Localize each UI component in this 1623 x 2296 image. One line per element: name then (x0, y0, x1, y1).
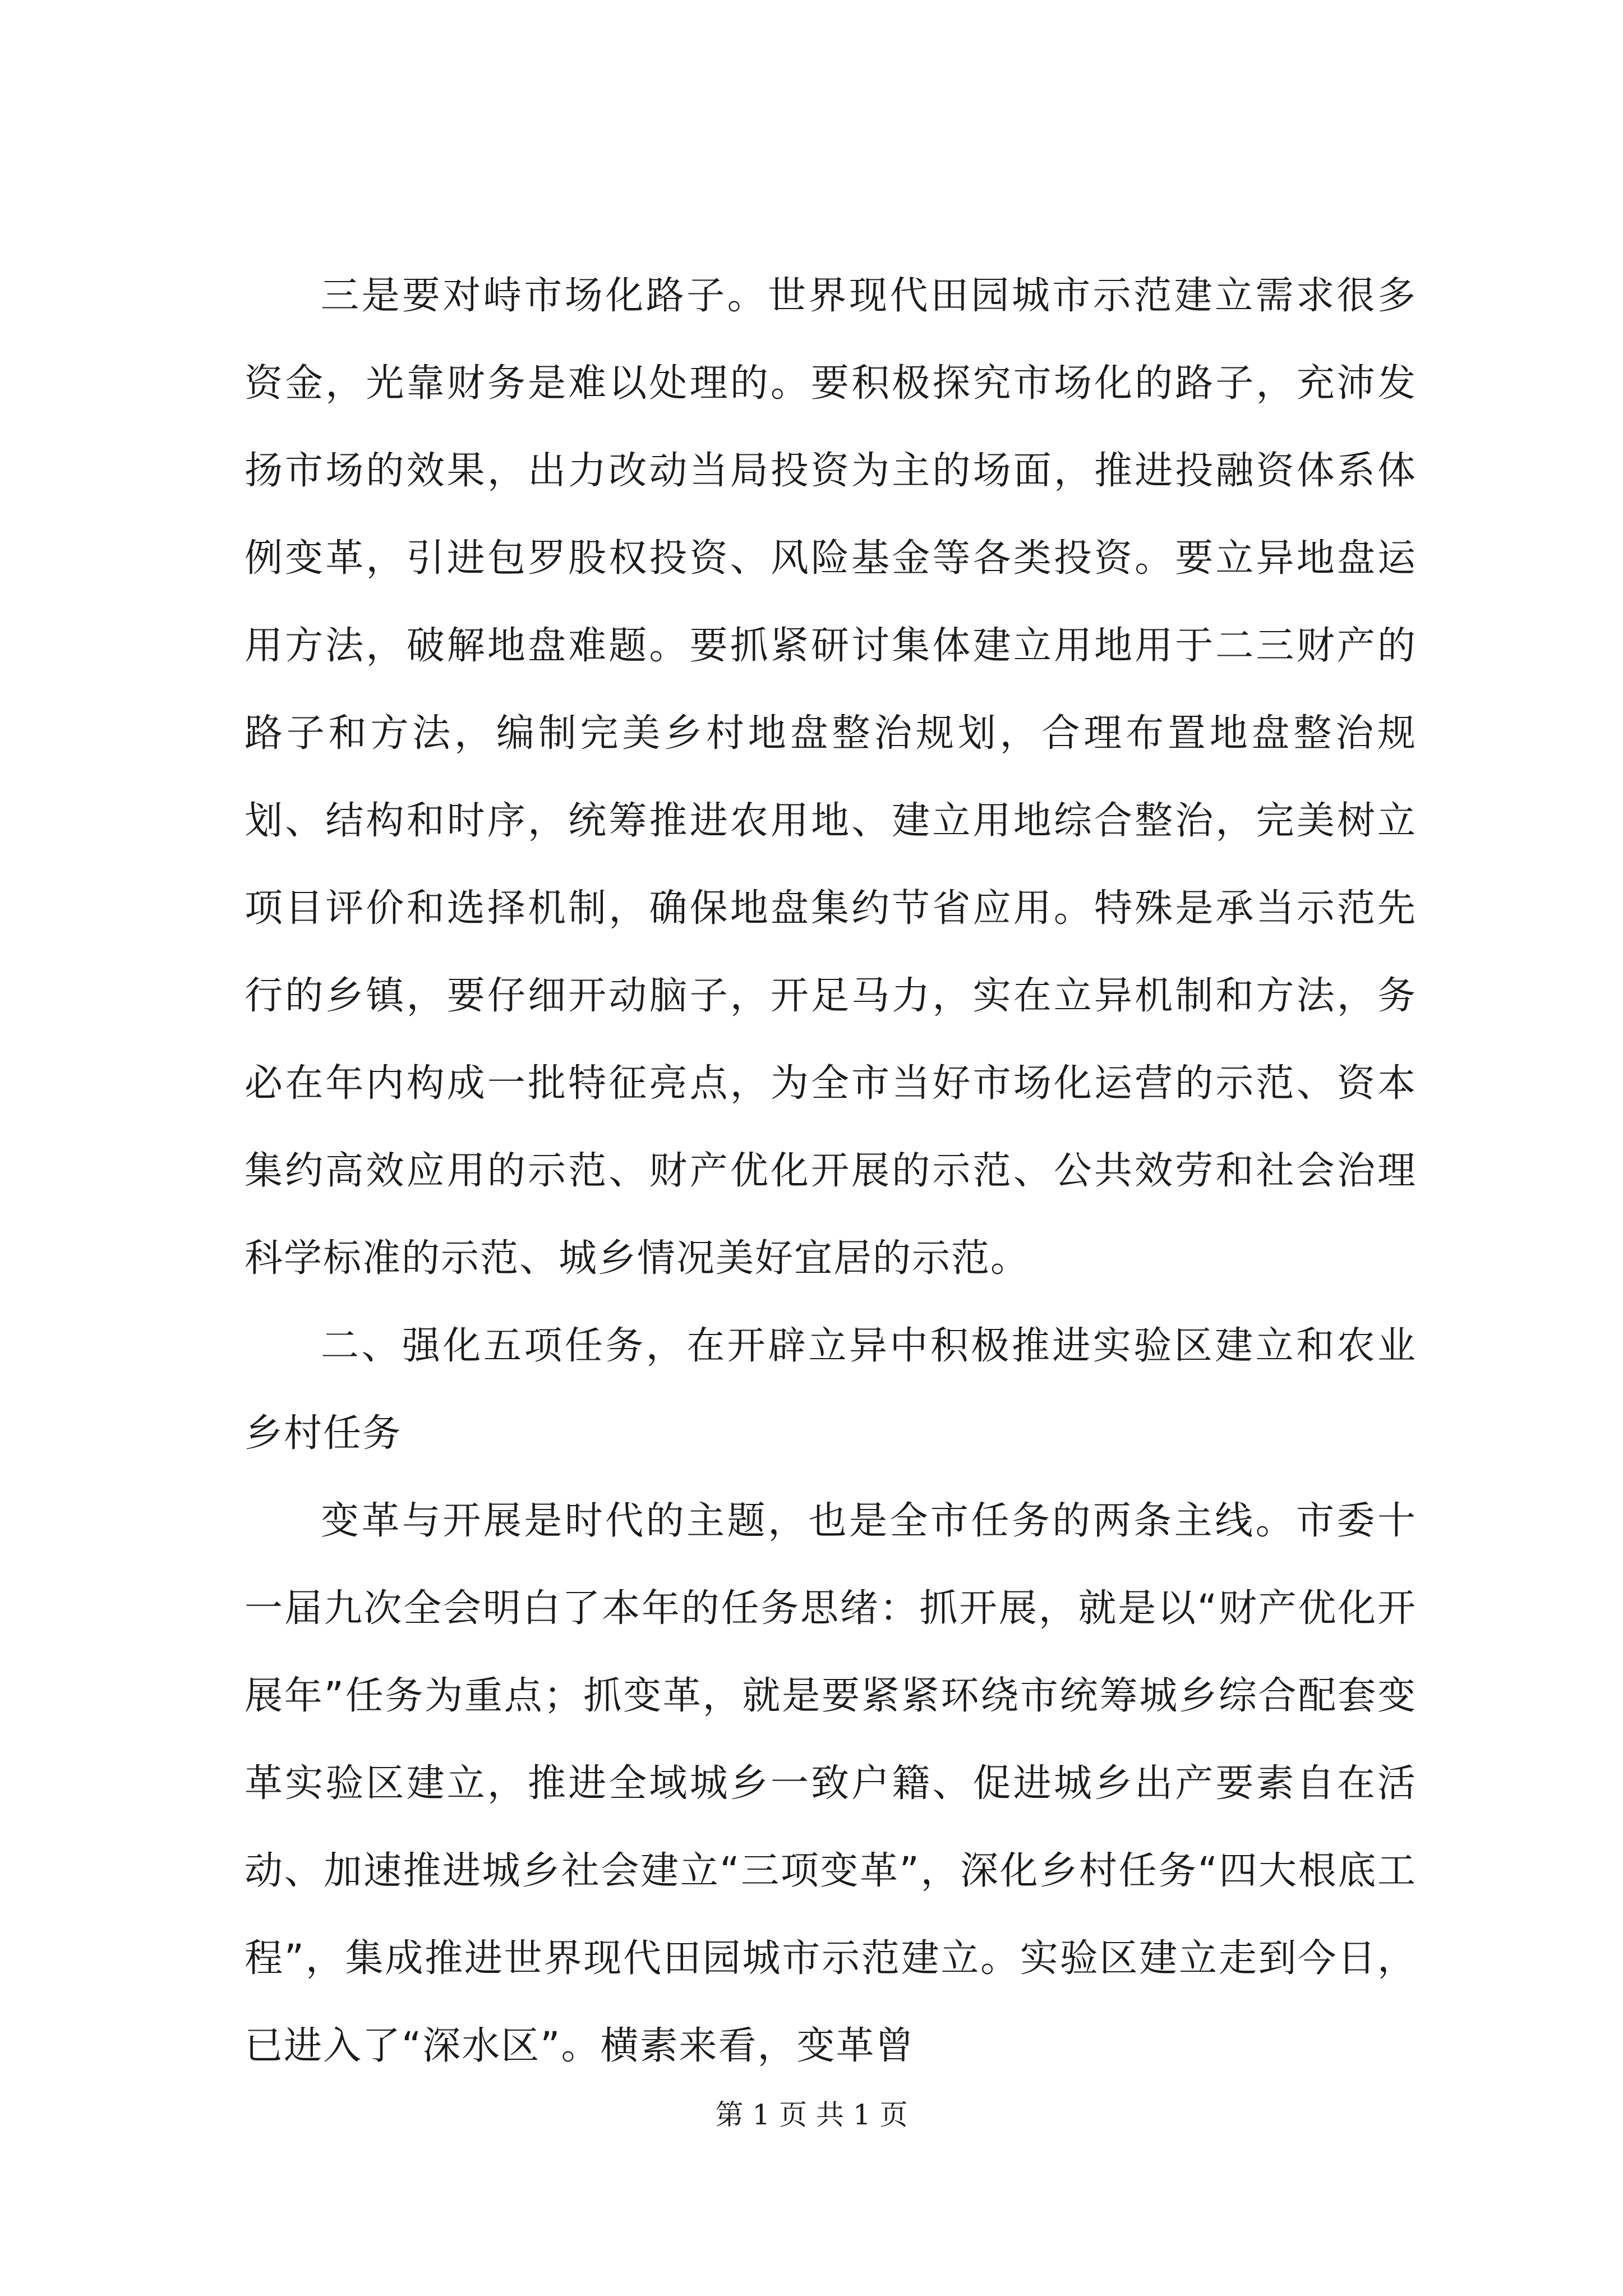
page-footer: 第 1 页 共 1 页 (715, 2099, 908, 2131)
document-body (245, 252, 1417, 2090)
paragraph-reform-development: 变革与开展是时代的主题，也是全市任务的两条主线。市委十一届九次全会明白了本年的任务思绪：抓开展，就是以“财产优化开展年”任务为重点；抓变革，就是要紧紧环绕市统筹城乡综合配套变革实验区建立，推进全域城乡一致户籍、促进城乡出产要素自在活动、加速推进城乡社会建立“三项变革”，深化乡村任务“四大根底工程”，集成推进世界现代田园城市示范建立。实验区建立走到今日，已进入了“深水区”。横素来看，变革曾 (245, 1499, 1417, 2068)
section-heading-five-tasks: 二、强化五项任务，在开辟立异中积极推进实验区建立和农业乡村任务 (245, 1324, 1417, 1456)
paragraph-market-path: 三是要对峙市场化路子。世界现代田园城市示范建立需求很多资金，光靠财务是难以处理的。要积极探究市场化的路子，充沛发扬市场的效果，出力改动当局投资为主的场面，推进投融资体系体例变革，引进包罗股权投资、风险基金等各类投资。要立异地盘运用方法，破解地盘难题。要抓紧研讨集体建立用地用于二三财产的路子和方法，编制完美乡村地盘整治规划，合理布置地盘整治规划、结构和时序，统筹推进农用地、建立用地综合整治，完美树立项目评价和选择机制，确保地盘集约节省应用。特殊是承当示范先行的乡镇，要仔细开动脑子，开足马力，实在立异机制和方法，务必在年内构成一批特征亮点，为全市当好市场化运营的示范、资本集约高效应用的示范、财产优化开展的示范、公共效劳和社会治理科学标准的示范、城乡情况美好宜居的示范。 (245, 274, 1417, 1281)
